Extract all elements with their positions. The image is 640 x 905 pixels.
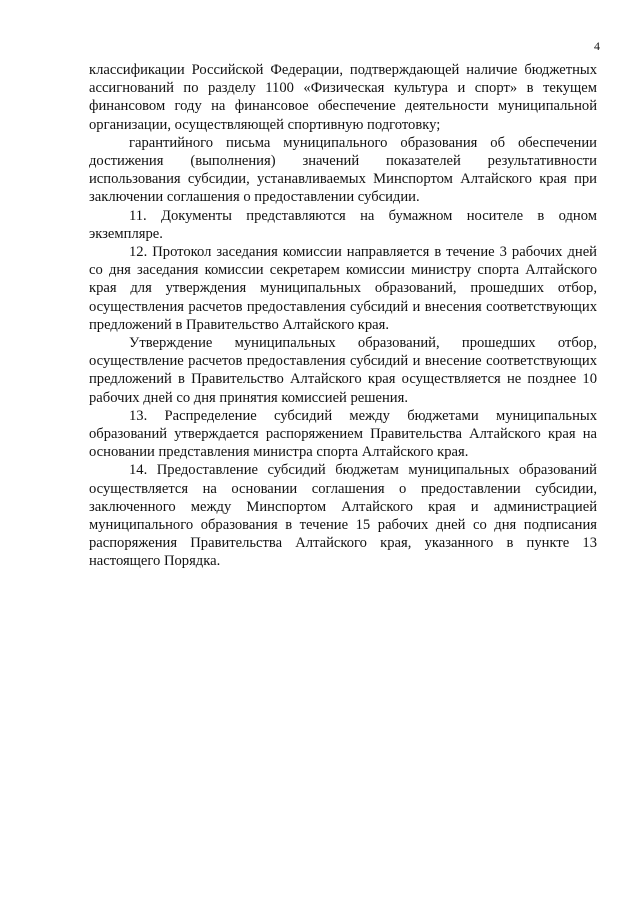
paragraph-guarantee-letter: гарантийного письма муниципального образования об обеспечении достижения (выполнения) значений показателей результативности использования субсидии, устанавливаемых Минспортом Алтайского края при заключении соглашения о предоставлении субсидии. [89,134,597,206]
paragraph-item-14: 14. Предоставление субсидий бюджетам муниципальных образований осуществляется на основании соглашения о предоставлении субсидии, заключенного между Минспортом Алтайского края и администрацией муниципального образования в течение 15 рабочих дней со дня подписания распоряжения Правительства Алтайского края, указанного в пункте 13 настоящего Порядка. [89,462,597,570]
document-body [89,61,597,571]
paragraph-item-13: 13. Распределение субсидий между бюджетами муниципальных образований утверждается распоряжением Правительства Алтайского края на основании представления министра спорта Алтайского края. [89,407,597,461]
paragraph-budget-classification: классификации Российской Федерации, подтверждающей наличие бюджетных ассигнований по разделу 1100 «Физическая культура и спорт» в текущем финансовом году на финансовое обеспечение деятельности муниципальной организации, осуществляющей спортивную подготовку; [89,62,597,133]
paragraph-item-11: 11. Документы представляются на бумажном носителе в одном экземпляре. [89,207,597,242]
paragraph-approval: Утверждение муниципальных образований, прошедших отбор, осуществление расчетов предоставления субсидий и внесение соответствующих предложений в Правительство Алтайского края осуществляется не позднее 10 рабочих дней со дня принятия комиссией решения. [89,335,597,406]
page-number: 4 [594,39,600,53]
paragraph-item-12: 12. Протокол заседания комиссии направляется в течение 3 рабочих дней со дня заседания комиссии секретарем комиссии министру спорта Алтайского края для утверждения муниципальных образований, прошедших отбор, осуществления расчетов предоставления субсидий и внесения соответствующих предложений в Правительство Алтайского края. [89,244,597,333]
